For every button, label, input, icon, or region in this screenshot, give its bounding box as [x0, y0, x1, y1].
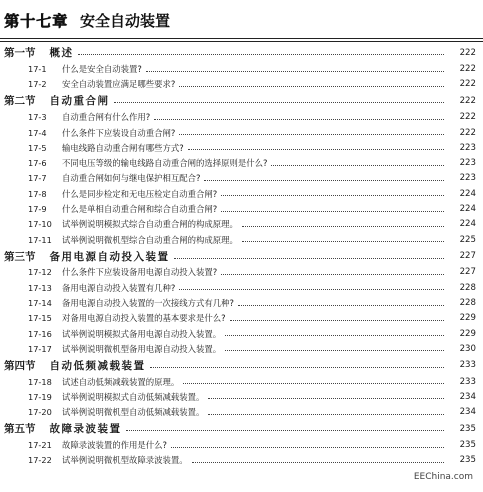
- item-question: 试举例说明微机型故障录波装置。: [62, 455, 188, 466]
- dot-leader: [179, 134, 444, 135]
- item-number: 17-20: [28, 407, 52, 418]
- dot-leader: [221, 274, 444, 275]
- item-question: 故障录波装置的作用是什么?: [62, 440, 167, 451]
- item-number: 17-1: [28, 64, 47, 75]
- toc-item-row: [0, 437, 483, 452]
- item-question: 试举例说明模拟式备用电源自动投入装置。: [62, 328, 222, 339]
- page-number: 228: [459, 298, 476, 308]
- page-number: 229: [459, 313, 476, 324]
- toc-item-row: [0, 201, 483, 216]
- item-number: 17-5: [28, 142, 47, 153]
- page-number: 223: [459, 158, 476, 169]
- table-of-contents: [0, 44, 483, 468]
- dot-leader: [150, 367, 445, 368]
- item-number: 17-8: [28, 188, 47, 199]
- item-question: 什么条件下应装设备用电源自动投入装置?: [62, 267, 218, 278]
- toc-item-row: [0, 326, 483, 341]
- dot-leader: [225, 350, 444, 351]
- item-number: 17-6: [28, 158, 47, 169]
- heading-rule-thin: [0, 41, 483, 42]
- item-number: 17-16: [28, 328, 52, 339]
- dot-leader: [221, 195, 444, 196]
- item-number: 17-11: [28, 234, 52, 245]
- item-question: 对备用电源自动投入装置的基本要求是什么?: [62, 313, 226, 324]
- item-number: 17-17: [28, 343, 52, 354]
- toc-section-row: [0, 247, 483, 265]
- item-question: 试述自动低频减载装置的原理。: [62, 376, 180, 387]
- item-question: 输电线路自动重合闸有哪些方式?: [62, 142, 184, 153]
- dot-leader: [126, 430, 445, 431]
- page-number: 222: [459, 64, 476, 75]
- item-question: 试举例说明模拟式自动低频减载装置。: [62, 391, 205, 402]
- page-number: 228: [459, 282, 476, 293]
- toc-item-row: [0, 155, 483, 170]
- chapter-title: 安全自动装置: [80, 11, 171, 30]
- item-question: 什么是安全自动装置?: [62, 64, 142, 75]
- item-number: 17-3: [28, 112, 47, 123]
- dot-leader: [204, 180, 444, 181]
- page-number: 222: [459, 127, 476, 138]
- page-number: 233: [459, 376, 476, 387]
- section-label: 第五节: [4, 423, 36, 436]
- item-question: 备用电源自动投入装置有几种?: [62, 282, 176, 293]
- section-title: 故障录波装置: [49, 423, 122, 436]
- dot-leader: [179, 86, 444, 87]
- toc-item-row: [0, 311, 483, 326]
- toc-section-row: [0, 92, 483, 110]
- item-question: 试举例说明微机型备用电源自动投入装置。: [62, 343, 222, 354]
- item-question: 自动重合闸如何与继电保护相互配合?: [62, 173, 201, 184]
- item-number: 17-13: [28, 282, 52, 293]
- toc-item-row: [0, 140, 483, 155]
- dot-leader: [192, 462, 444, 463]
- toc-item-row: [0, 389, 483, 404]
- page-number: 234: [459, 391, 476, 402]
- dot-leader: [230, 320, 444, 321]
- page-number: 222: [459, 79, 476, 90]
- dot-leader: [188, 149, 444, 150]
- toc-item-row: [0, 110, 483, 125]
- page-number: 233: [459, 360, 476, 371]
- toc-section-row: [0, 357, 483, 375]
- item-number: 17-10: [28, 219, 52, 230]
- section-title: 自动低频减载装置: [49, 359, 146, 372]
- page-number: 224: [459, 188, 476, 199]
- dot-leader: [242, 241, 444, 242]
- dot-leader: [208, 398, 444, 399]
- dot-leader: [171, 447, 444, 448]
- item-question: 什么是单相自动重合闸和综合自动重合闸?: [62, 204, 218, 215]
- chapter-label: 第十七章: [4, 11, 69, 30]
- page-number: 225: [459, 234, 476, 245]
- page-number: 223: [459, 173, 476, 184]
- page-number: 224: [459, 219, 476, 230]
- item-number: 17-19: [28, 391, 52, 402]
- item-number: 17-4: [28, 127, 47, 138]
- toc-item-row: [0, 217, 483, 232]
- toc-item-row: [0, 171, 483, 186]
- toc-item-row: [0, 77, 483, 92]
- toc-section-row: [0, 44, 483, 62]
- dot-leader: [271, 165, 444, 166]
- section-label: 第一节: [4, 47, 36, 60]
- item-question: 不同电压等级的输电线路自动重合闸的选择原则是什么?: [62, 158, 268, 169]
- item-question: 什么条件下应装设自动重合闸?: [62, 127, 176, 138]
- item-question: 试举例说明微机型自动低频减载装置。: [62, 407, 205, 418]
- item-number: 17-21: [28, 440, 52, 451]
- page-number: 222: [459, 112, 476, 123]
- dot-leader: [114, 102, 445, 103]
- section-title: 自动重合闸: [49, 95, 110, 108]
- dot-leader: [183, 383, 444, 384]
- toc-item-row: [0, 125, 483, 140]
- page-number: 235: [459, 423, 476, 434]
- item-question: 试举例说明模拟式综合自动重合闸的构成原理。: [62, 219, 238, 230]
- item-question: 安全自动装置应满足哪些要求?: [62, 79, 176, 90]
- toc-section-row: [0, 420, 483, 438]
- item-number: 17-9: [28, 204, 47, 215]
- item-number: 17-18: [28, 376, 52, 387]
- page-number: 227: [459, 251, 476, 262]
- section-label: 第二节: [4, 95, 36, 108]
- section-title: 概述: [49, 47, 74, 60]
- toc-item-row: [0, 186, 483, 201]
- item-number: 17-7: [28, 173, 47, 184]
- item-question: 自动重合闸有什么作用?: [62, 112, 151, 123]
- toc-item-row: [0, 62, 483, 77]
- item-question: 试举例说明微机型综合自动重合闸的构成原理。: [62, 234, 238, 245]
- toc-item-row: [0, 265, 483, 280]
- item-number: 17-22: [28, 455, 52, 466]
- dot-leader: [154, 119, 444, 120]
- dot-leader: [174, 258, 445, 259]
- toc-item-row: [0, 374, 483, 389]
- section-label: 第三节: [4, 250, 36, 263]
- chapter-heading: [4, 8, 170, 32]
- page-number: 235: [459, 440, 476, 451]
- dot-leader: [78, 54, 445, 55]
- item-question: 备用电源自动投入装置的一次接线方式有几种?: [62, 298, 234, 308]
- page-number: 224: [459, 204, 476, 215]
- page-number: 222: [459, 95, 476, 106]
- toc-item-row: [0, 280, 483, 295]
- dot-leader: [242, 226, 444, 227]
- item-number: 17-14: [28, 298, 52, 308]
- dot-leader: [208, 414, 444, 415]
- page-number: 230: [459, 343, 476, 354]
- toc-item-row: [0, 405, 483, 420]
- page-number: 229: [459, 328, 476, 339]
- section-title: 备用电源自动投入装置: [49, 250, 170, 263]
- item-number: 17-2: [28, 79, 47, 90]
- page-number: 223: [459, 142, 476, 153]
- dot-leader: [179, 289, 444, 290]
- dot-leader: [238, 305, 444, 306]
- heading-rule-thick: [0, 38, 483, 39]
- toc-item-row: [0, 295, 483, 310]
- item-number: 17-15: [28, 313, 52, 324]
- toc-item-row: [0, 341, 483, 356]
- item-number: 17-12: [28, 267, 52, 278]
- page-number: 227: [459, 267, 476, 278]
- dot-leader: [146, 71, 444, 72]
- page-number: 235: [459, 455, 476, 466]
- section-label: 第四节: [4, 359, 36, 372]
- toc-item-row: [0, 232, 483, 247]
- page-number: 222: [459, 47, 476, 58]
- item-question: 什么是同步检定和无电压检定自动重合闸?: [62, 188, 218, 199]
- page-number: 234: [459, 407, 476, 418]
- dot-leader: [221, 211, 444, 212]
- dot-leader: [225, 335, 444, 336]
- watermark: EEChina.com: [413, 472, 473, 482]
- toc-item-row: [0, 453, 483, 468]
